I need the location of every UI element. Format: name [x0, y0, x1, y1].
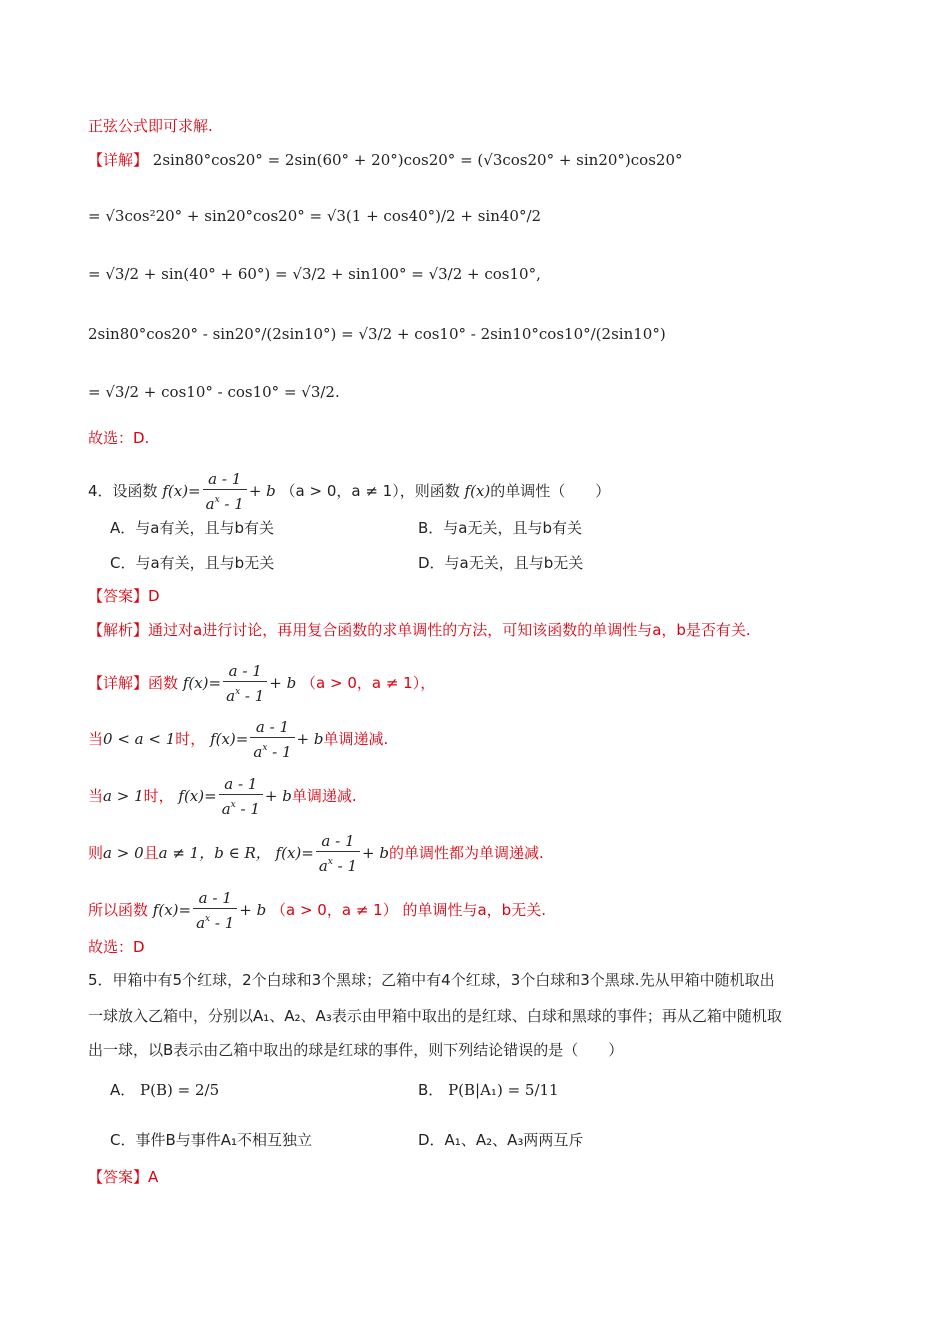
- q5-line3: 出一球，以B表示由乙箱中取出的球是红球的事件，则下列结论错误的是（ ）: [88, 1041, 624, 1059]
- q4-option-d: D．与a无关，且与b无关: [418, 554, 584, 572]
- q4-case2-c: 单调递减.: [291, 787, 357, 805]
- q4-stem-end: 的单调性（ ）: [490, 482, 611, 500]
- q4-choose: 故选：D: [88, 938, 145, 956]
- q5-option-b: [418, 1080, 559, 1100]
- q4-case1-b: 时，: [175, 730, 206, 748]
- q5-option-b-math: P(B|A₁) = 5/11: [448, 1081, 559, 1099]
- q4-option-b: B．与a无关，且与b有关: [418, 519, 583, 537]
- q5-option-a-math: P(B) = 2/5: [140, 1081, 220, 1099]
- q4-stem: 4．设函数 f(x)= $\frac{a - 1}{a^x - 1}$ + b （a > 0，a ≠ 1），则函数 f(x)的单调性（ ）: [88, 470, 611, 513]
- q4-concl-b: 的单调性与a，b无关.: [402, 901, 546, 919]
- q4-option-c: C．与a有关，且与b无关: [110, 554, 275, 572]
- q4-case1-c: 单调递减.: [323, 730, 389, 748]
- q4-case3-b: 且: [143, 844, 159, 862]
- q4-case1: 当0 < a < 1时， f(x)= $\frac{a - 1}{a^x - 1}$ + b单调递减.: [88, 718, 389, 761]
- q3-choose: 故选：D.: [88, 429, 150, 447]
- q4-analysis: 【解析】通过对a进行讨论，再用复合函数的求单调性的方法，可知该函数的单调性与a，b是否有关.: [88, 621, 751, 639]
- q4-function: f(x)=: [162, 482, 201, 500]
- q4-option-a: A．与a有关，且与b有关: [110, 519, 274, 537]
- q4-answer: 【答案】D: [88, 587, 160, 605]
- q4-case2-cond: a > 1: [103, 787, 144, 805]
- q3-step1: 2sin80°cos20° = 2sin(60° + 20°)cos20° = (√3cos20° + sin20°)cos20°: [152, 151, 683, 169]
- q4-case2: 当a > 1时， f(x)= $\frac{a - 1}{a^x - 1}$ + b单调递减.: [88, 775, 357, 818]
- q4-stem-cond: （a > 0，a ≠ 1），则函数: [280, 482, 460, 500]
- q4-detail-cond: （a > 0，a ≠ 1），: [301, 674, 436, 692]
- q4-concl-cond: （a > 0，a ≠ 1）: [271, 901, 398, 919]
- q5-option-a-label: A．: [110, 1081, 136, 1099]
- q3-step5: = √3/2 + cos10° - cos10° = √3/2.: [88, 383, 340, 401]
- q4-case2-a: 当: [88, 787, 104, 805]
- q5-option-d: D．A₁、A₂、A₃两两互斥: [418, 1131, 584, 1149]
- q5-option-c: C．事件B与事件A₁不相互独立: [110, 1131, 313, 1149]
- q4-case1-cond: 0 < a < 1: [103, 730, 176, 748]
- q4-case3-a: 则: [88, 844, 104, 862]
- q4-case3-c: 的单调性都为单调递减.: [388, 844, 544, 862]
- q3-step4-line: [88, 324, 666, 344]
- q4-fraction: $\frac{a - 1}{a^x - 1}$: [203, 470, 247, 513]
- q3-step3-line: [88, 264, 541, 284]
- q3-step1-line: [88, 150, 683, 170]
- q4-conclusion: 所以函数 f(x)= $\frac{a - 1}{a^x - 1}$ + b （a > 0，a ≠ 1） 的单调性与a，b无关.: [88, 889, 546, 932]
- q5-option-b-label: B．: [418, 1081, 444, 1099]
- q3-step3: = √3/2 + sin(40° + 60°) = √3/2 + sin100° = √3/2 + cos10°,: [88, 265, 541, 283]
- q4-case3-cond1: a > 0: [103, 844, 144, 862]
- q5-answer: 【答案】A: [88, 1168, 159, 1186]
- q4-detail-line: 【详解】函数 f(x)= $\frac{a - 1}{a^x - 1}$ + b （a > 0，a ≠ 1），: [88, 662, 436, 705]
- q4-case3: 则a > 0且a ≠ 1，b ∈ R， f(x)= $\frac{a - 1}{a^x - 1}$ + b的单调性都为单调递减.: [88, 832, 544, 875]
- q4-detail-text: 函数: [148, 674, 179, 692]
- q4-case3-cond2: a ≠ 1，b ∈ R，: [158, 844, 271, 862]
- q3-intro: 正弦公式即可求解.: [88, 117, 213, 135]
- q4-case2-b: 时，: [143, 787, 174, 805]
- q3-step2: = √3cos²20° + sin20°cos20° = √3(1 + cos40°)/2 + sin40°/2: [88, 207, 542, 225]
- q3-step2-line: [88, 206, 541, 226]
- q5-option-a: [110, 1080, 219, 1100]
- q5-line1: 5．甲箱中有5个红球，2个白球和3个黑球；乙箱中有4个红球，3个白球和3个黑球.先从甲箱中随机取出: [88, 971, 775, 989]
- q3-detail-tag: 【详解】: [88, 151, 149, 169]
- q4-case1-a: 当: [88, 730, 104, 748]
- q3-step5-line: [88, 382, 340, 402]
- q3-step4: 2sin80°cos20° - sin20°/(2sin10°) = √3/2 + cos10° - 2sin10°cos10°/(2sin10°): [88, 325, 666, 343]
- q5-line2: 一球放入乙箱中，分别以A₁、A₂、A₃表示由甲箱中取出的是红球、白球和黑球的事件；再从乙箱中随机取: [88, 1007, 782, 1025]
- q4-stem-a: 4．设函数: [88, 482, 158, 500]
- q4-detail-tag: 【详解】: [88, 674, 149, 692]
- q4-concl-a: 所以函数: [88, 901, 149, 919]
